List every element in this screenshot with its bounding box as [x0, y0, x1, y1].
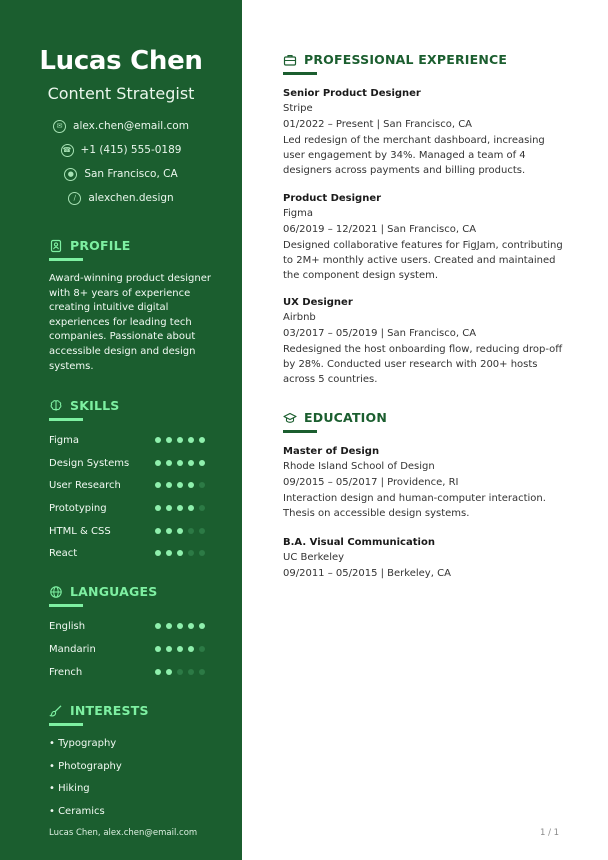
- page-number: 1 / 1: [540, 828, 560, 838]
- education-description: Interaction design and human-computer interaction. Thesis on accessible design systems.: [283, 493, 546, 519]
- experience-heading-label: PROFESSIONAL EXPERIENCE: [304, 52, 508, 67]
- job-company: Airbnb: [283, 312, 316, 323]
- education-heading-label: EDUCATION: [304, 410, 388, 425]
- skill-label: React: [49, 547, 78, 559]
- experience-entry: [283, 295, 568, 387]
- skill-rating: [155, 482, 205, 488]
- candidate-role: Content Strategist: [47, 84, 195, 103]
- rating-dot-empty: [199, 528, 205, 534]
- rating-dot-empty: [188, 528, 194, 534]
- skill-rating: [155, 505, 205, 511]
- skill-figma: [49, 433, 205, 447]
- degree-title: B.A. Visual Communication: [283, 537, 435, 548]
- rating-dot-filled: [177, 437, 183, 443]
- rating-dot-filled: [177, 623, 183, 629]
- skill-rating: [155, 528, 205, 534]
- rating-dot-filled: [166, 669, 172, 675]
- rating-dot-filled: [155, 528, 161, 534]
- rating-dot-filled: [188, 505, 194, 511]
- education-rule: [283, 430, 317, 433]
- rating-dot-filled: [166, 460, 172, 466]
- job-title: UX Designer: [283, 297, 353, 308]
- globe-icon: [49, 585, 63, 599]
- interest-label: Ceramics: [58, 806, 105, 817]
- interests-heading: [49, 703, 149, 718]
- profile-icon: [49, 239, 63, 253]
- rating-dot-empty: [188, 550, 194, 556]
- job-meta: 01/2022 – Present | San Francisco, CA: [283, 119, 473, 130]
- sidebar: [0, 0, 242, 860]
- job-title: Product Designer: [283, 193, 382, 204]
- job-company: Stripe: [283, 103, 313, 114]
- language-rating: [155, 669, 205, 675]
- contact-website-text: alexchen.design: [88, 192, 174, 204]
- interest-item: • Photography: [49, 761, 122, 772]
- brush-icon: [49, 704, 63, 718]
- experience-heading: [283, 52, 507, 67]
- rating-dot-empty: [199, 646, 205, 652]
- skills-heading: [49, 398, 119, 413]
- rating-dot-empty: [188, 669, 194, 675]
- language-mandarin: [49, 642, 205, 656]
- rating-dot-filled: [166, 505, 172, 511]
- profile-heading: [49, 238, 131, 253]
- rating-dot-empty: [199, 505, 205, 511]
- language-english: [49, 619, 205, 633]
- rating-dot-filled: [199, 623, 205, 629]
- interest-item: • Ceramics: [49, 806, 105, 817]
- skill-label: User Research: [49, 479, 121, 491]
- profile-heading-label: PROFILE: [70, 238, 131, 253]
- languages-rule: [49, 604, 83, 607]
- skill-html-css: [49, 524, 205, 538]
- job-company: Figma: [283, 208, 314, 219]
- interest-label: Photography: [58, 761, 122, 772]
- education-heading: [283, 410, 387, 425]
- language-rating: [155, 646, 205, 652]
- skill-label: Design Systems: [49, 457, 130, 469]
- rating-dot-filled: [166, 528, 172, 534]
- rating-dot-filled: [199, 437, 205, 443]
- skill-user-research: [49, 478, 205, 492]
- rating-dot-filled: [166, 646, 172, 652]
- rating-dot-filled: [177, 646, 183, 652]
- skill-label: HTML & CSS: [49, 525, 111, 537]
- interests-rule: [49, 723, 83, 726]
- skill-design-systems: [49, 456, 205, 470]
- graduation-cap-icon: [283, 411, 297, 425]
- skill-rating: [155, 437, 205, 443]
- rating-dot-empty: [199, 550, 205, 556]
- degree-title: Master of Design: [283, 446, 380, 457]
- experience-entry: [283, 191, 568, 283]
- footer-contact: Lucas Chen, alex.chen@email.com: [49, 828, 198, 838]
- phone-icon: ☎: [61, 144, 74, 157]
- job-description: Designed collaborative features for FigJam, contributing to 2M+ monthly active users. Created and maintained the component design system.: [283, 240, 563, 281]
- contact-location: [0, 166, 242, 182]
- interest-item: • Hiking: [49, 783, 90, 794]
- rating-dot-filled: [177, 505, 183, 511]
- job-title: Senior Product Designer: [283, 88, 421, 99]
- location-icon: ●: [64, 168, 77, 181]
- skills-rule: [49, 418, 83, 421]
- rating-dot-filled: [177, 528, 183, 534]
- skill-label: Figma: [49, 434, 80, 446]
- language-rating: [155, 623, 205, 629]
- rating-dot-filled: [177, 460, 183, 466]
- rating-dot-filled: [155, 482, 161, 488]
- rating-dot-empty: [199, 482, 205, 488]
- interest-item: • Typography: [49, 738, 117, 749]
- briefcase-icon: [283, 53, 297, 67]
- profile-summary: Award-winning product designer with 8+ years of experience creating intuitive digital experiences for leading tech companies. Passionate about accessible design and design systems.: [49, 273, 211, 372]
- email-icon: ✉: [53, 120, 66, 133]
- languages-heading-label: LANGUAGES: [70, 584, 158, 599]
- job-meta: 06/2019 – 12/2021 | San Francisco, CA: [283, 224, 477, 235]
- skill-label: Prototyping: [49, 502, 107, 514]
- brain-icon: [49, 399, 63, 413]
- rating-dot-filled: [188, 482, 194, 488]
- job-meta: 03/2017 – 05/2019 | San Francisco, CA: [283, 328, 477, 339]
- job-description: Redesigned the host onboarding flow, reducing drop-off by 28%. Conducted user research with 200+ hosts across 5 countries.: [283, 344, 563, 385]
- contact-email-text: alex.chen@email.com: [73, 120, 189, 132]
- rating-dot-filled: [155, 550, 161, 556]
- rating-dot-filled: [188, 437, 194, 443]
- education-entry: [283, 535, 568, 582]
- rating-dot-filled: [166, 550, 172, 556]
- rating-dot-filled: [188, 460, 194, 466]
- language-french: [49, 665, 205, 679]
- rating-dot-filled: [188, 646, 194, 652]
- skills-heading-label: SKILLS: [70, 398, 120, 413]
- rating-dot-filled: [166, 482, 172, 488]
- experience-entry: [283, 86, 568, 178]
- rating-dot-filled: [155, 623, 161, 629]
- profile-rule: [49, 258, 83, 261]
- school-name: UC Berkeley: [283, 552, 345, 563]
- interests-heading-label: INTERESTS: [70, 703, 149, 718]
- skill-rating: [155, 460, 205, 466]
- rating-dot-filled: [166, 623, 172, 629]
- contact-phone-text: +1 (415) 555-0189: [80, 144, 182, 156]
- rating-dot-filled: [199, 460, 205, 466]
- rating-dot-empty: [199, 669, 205, 675]
- job-description: Led redesign of the merchant dashboard, increasing user engagement by 34%. Managed a team of 4 designers across payments and billing products.: [283, 135, 545, 176]
- rating-dot-filled: [166, 437, 172, 443]
- skill-prototyping: [49, 501, 205, 515]
- candidate-name: Lucas Chen: [39, 46, 203, 76]
- rating-dot-filled: [155, 646, 161, 652]
- contact-phone[interactable]: [0, 142, 242, 158]
- languages-heading: [49, 584, 157, 599]
- rating-dot-empty: [177, 669, 183, 675]
- education-meta: 09/2011 – 05/2015 | Berkeley, CA: [283, 568, 451, 579]
- rating-dot-filled: [177, 482, 183, 488]
- rating-dot-filled: [188, 623, 194, 629]
- rating-dot-filled: [155, 669, 161, 675]
- skill-react: [49, 546, 205, 560]
- language-label: English: [49, 620, 86, 632]
- language-label: Mandarin: [49, 643, 96, 655]
- rating-dot-filled: [155, 460, 161, 466]
- school-name: Rhode Island School of Design: [283, 461, 435, 472]
- contact-location-text: San Francisco, CA: [84, 168, 178, 180]
- rating-dot-filled: [155, 437, 161, 443]
- education-meta: 09/2015 – 05/2017 | Providence, RI: [283, 477, 459, 488]
- education-entry: [283, 444, 568, 521]
- rating-dot-filled: [155, 505, 161, 511]
- link-icon: ∕: [68, 192, 81, 205]
- skill-rating: [155, 550, 205, 556]
- language-label: French: [49, 666, 83, 678]
- contact-website[interactable]: [0, 190, 242, 206]
- rating-dot-filled: [177, 550, 183, 556]
- contact-email[interactable]: [0, 118, 242, 134]
- interest-label: Typography: [58, 738, 117, 749]
- interest-label: Hiking: [58, 783, 90, 794]
- experience-rule: [283, 72, 317, 75]
